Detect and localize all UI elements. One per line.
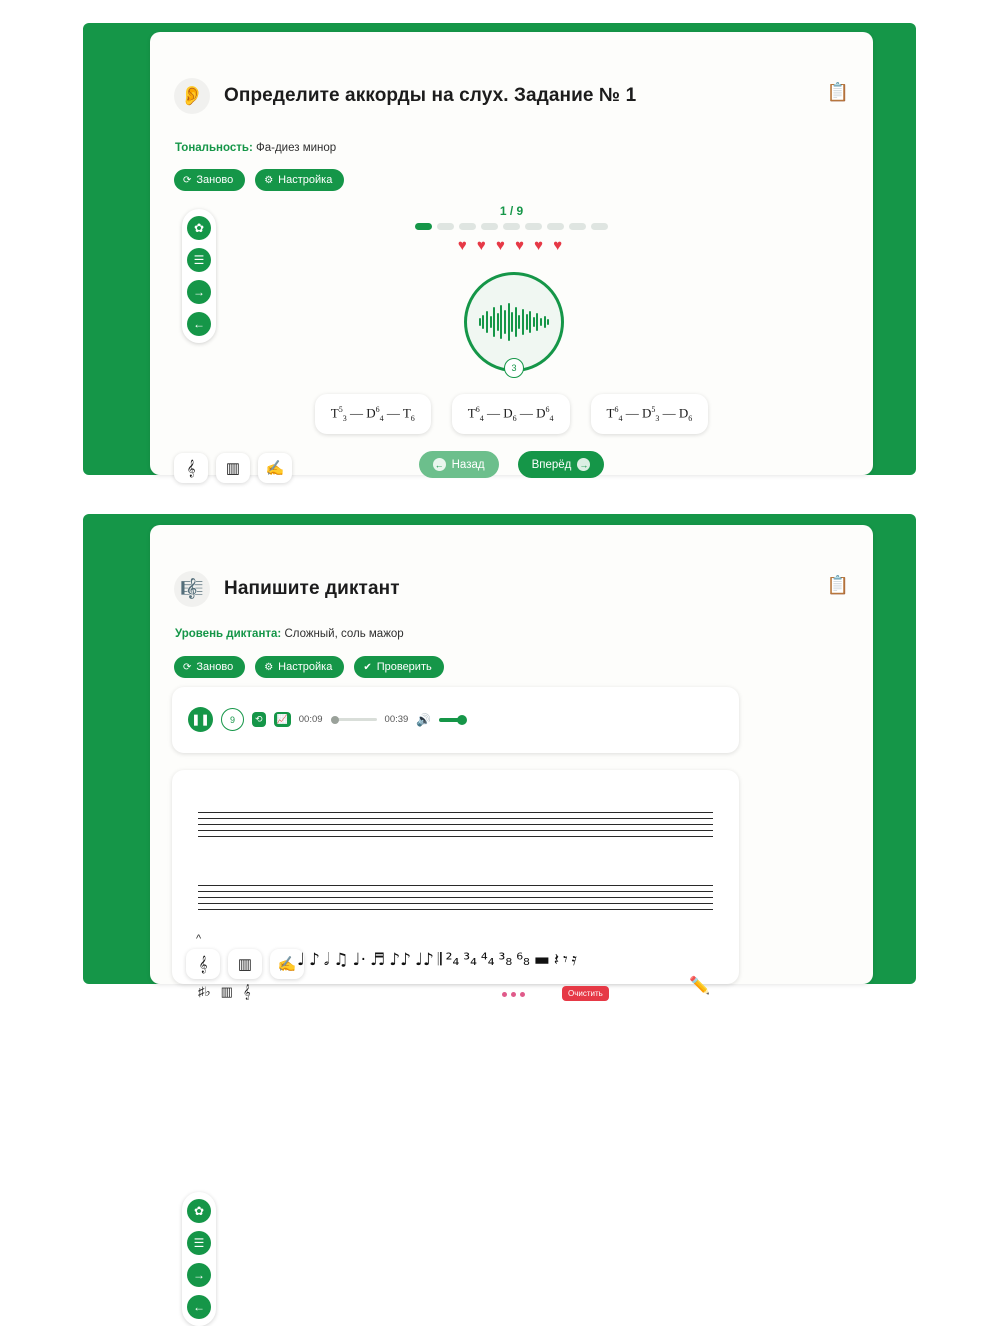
left-tool-rail-top xyxy=(182,209,216,343)
note-dotted-icon[interactable]: ♩· xyxy=(352,950,366,970)
scroll-indicator-bottom[interactable] xyxy=(984,1186,994,1324)
level-value: Сложный, соль мажор xyxy=(281,628,404,640)
chords-task-card xyxy=(150,32,873,475)
scroll-dot xyxy=(987,216,992,221)
progress-segment xyxy=(437,223,454,230)
rail-gear-icon[interactable]: ✿ xyxy=(187,216,211,240)
hand-icon[interactable]: ✍ xyxy=(258,453,292,483)
rest-quarter-icon[interactable]: 𝄽 xyxy=(553,950,560,970)
note-group-icon[interactable]: ♪♪ xyxy=(389,950,411,970)
scroll-dot-active xyxy=(985,1290,993,1298)
left-tool-rail-bottom xyxy=(182,1192,216,1326)
lives-hearts: ♥ ♥ ♥ ♥ ♥ ♥ xyxy=(457,237,566,254)
dictation-task-card xyxy=(150,525,873,999)
progress-segment xyxy=(459,223,476,230)
chords-header xyxy=(174,78,636,114)
settings-label: Настройка xyxy=(278,174,333,186)
scroll-dot xyxy=(987,1277,992,1282)
tempo-icon[interactable]: 📈 xyxy=(274,712,291,727)
clear-button[interactable]: Очистить xyxy=(562,986,609,1001)
scroll-dot xyxy=(987,242,992,247)
repeat-count-button[interactable]: 9 xyxy=(221,708,244,731)
progress-segment xyxy=(481,223,498,230)
progress-segment xyxy=(547,223,564,230)
page-title: Определите аккорды на слух. Задание № 1 xyxy=(224,85,637,106)
check-label: Проверить xyxy=(376,661,432,673)
progress-segment xyxy=(591,223,608,230)
answer-option[interactable]: $T^6_4$ — $D_6$ — $D^6_4$ xyxy=(452,394,570,434)
notation-sheet-panel[interactable] xyxy=(172,770,739,999)
rest-eighth-icon[interactable]: 𝄾 xyxy=(563,950,568,970)
loop-icon[interactable]: ⟲ xyxy=(252,712,266,727)
hand-icon[interactable]: ✍ xyxy=(270,949,304,979)
time-sig-3-8-icon[interactable]: ³₈ xyxy=(498,950,513,970)
piano-keys-icon[interactable]: ▥ xyxy=(216,453,250,483)
scroll-dot xyxy=(987,310,992,315)
dot-marker xyxy=(502,992,507,997)
note-triplet-icon[interactable]: ♩♪ xyxy=(414,950,434,970)
note-half-icon[interactable]: 𝅗𝅥 xyxy=(323,950,330,970)
clef-icon[interactable]: 𝄞 xyxy=(242,984,251,999)
progress-segments xyxy=(150,223,873,230)
restart-label: Заново xyxy=(196,661,234,673)
scroll-dot xyxy=(987,336,992,341)
clipboard-icon[interactable]: 📋 xyxy=(826,82,849,102)
arrow-left-icon: ← xyxy=(434,459,444,470)
progress-segment xyxy=(503,223,520,230)
progress-segment xyxy=(415,223,432,230)
dictation-action-buttons xyxy=(174,656,444,678)
volume-icon[interactable]: 🔊 xyxy=(416,712,432,727)
answer-option[interactable]: $T^6_4$ — $D^5_3$ — $D_6$ xyxy=(591,394,709,434)
arrow-right-icon: → xyxy=(579,459,589,470)
play-count-badge: 3 xyxy=(504,358,524,378)
scroll-dot xyxy=(987,1212,992,1217)
accidental-tools xyxy=(198,984,251,1000)
rail-arrow-left-icon[interactable]: ← xyxy=(187,1295,211,1319)
scroll-dot xyxy=(987,323,992,328)
time-sig-2-4-icon[interactable]: ²₄ xyxy=(445,950,460,970)
music-tool-chips xyxy=(174,453,292,483)
scroll-dot xyxy=(987,203,992,208)
scroll-dot xyxy=(987,255,992,260)
dot-marker xyxy=(520,992,525,997)
dictation-header xyxy=(174,571,400,607)
rail-arrow-right-icon[interactable]: → xyxy=(187,280,211,304)
volume-slider[interactable] xyxy=(439,718,465,722)
dot-marker xyxy=(511,992,516,997)
scroll-dot xyxy=(987,1238,992,1243)
rail-gear-icon[interactable]: ✿ xyxy=(187,1199,211,1223)
scroll-dot xyxy=(987,229,992,234)
scroll-indicator-top[interactable] xyxy=(984,203,994,341)
forward-button[interactable] xyxy=(518,451,605,478)
settings-button[interactable] xyxy=(255,169,344,191)
dictation-music-tools xyxy=(186,949,304,979)
rail-arrow-right-icon[interactable]: → xyxy=(187,1263,211,1287)
chords-task-window xyxy=(83,23,916,475)
note-quarter-icon[interactable]: ♩ xyxy=(297,950,306,970)
dot-markers xyxy=(502,992,525,997)
progress-counter: 1 / 9 xyxy=(499,204,524,218)
treble-clef-icon[interactable]: 𝄞 xyxy=(186,949,220,979)
note-beamed-icon[interactable]: ♫ xyxy=(333,950,349,970)
rail-list-icon[interactable]: ☰ xyxy=(187,1231,211,1255)
time-sig-6-8-icon[interactable]: ⁶₈ xyxy=(516,950,530,970)
play-audio-button[interactable] xyxy=(464,272,564,372)
progress-area xyxy=(150,204,873,230)
time-sig-4-4-icon[interactable]: ⁴₄ xyxy=(480,950,495,970)
check-button[interactable] xyxy=(354,656,443,678)
piano-keys-icon[interactable]: ▥ xyxy=(228,949,262,979)
tonality-line xyxy=(175,142,336,154)
volume-handle[interactable] xyxy=(457,715,467,725)
page-title-dictation: Напишите диктант xyxy=(224,578,400,599)
rail-arrow-left-icon[interactable]: ← xyxy=(187,312,211,336)
scroll-dot xyxy=(987,1186,992,1191)
forward-label: Вперёд xyxy=(531,458,572,471)
check-icon: ✔ xyxy=(363,661,372,673)
time-sig-3-4-icon[interactable]: ³₄ xyxy=(463,950,477,970)
accidental-sharp-flat-icon[interactable]: ♯♭ xyxy=(198,984,211,999)
gear-icon: ⚙ xyxy=(264,174,274,186)
ear-icon: 👂 xyxy=(174,78,210,114)
audio-player-controls xyxy=(188,707,465,732)
settings-label: Настройка xyxy=(278,661,333,673)
notation-palette xyxy=(296,950,578,970)
time-total: 00:39 xyxy=(384,714,409,725)
gear-icon: ⚙ xyxy=(264,661,274,673)
settings-button[interactable] xyxy=(255,656,344,678)
pause-icon[interactable]: ❚❚ xyxy=(188,707,213,732)
scroll-dot xyxy=(987,1225,992,1230)
back-button[interactable] xyxy=(419,451,499,478)
dictation-task-window xyxy=(83,514,916,1314)
scroll-dot xyxy=(987,1319,992,1324)
level-label: Уровень диктанта: xyxy=(175,628,282,640)
scroll-dot xyxy=(987,297,992,302)
scroll-dot xyxy=(987,1251,992,1256)
scroll-dot xyxy=(987,1306,992,1311)
time-current: 00:09 xyxy=(298,714,323,725)
rest-sixteenth-icon[interactable]: 𝄿 xyxy=(571,950,577,970)
caret-up-icon[interactable]: ^ xyxy=(196,933,202,945)
restart-button[interactable] xyxy=(174,169,245,191)
restart-button[interactable] xyxy=(174,656,245,678)
clipboard-icon[interactable]: 📋 xyxy=(826,575,849,595)
progress-segment xyxy=(525,223,542,230)
dictation-level-line xyxy=(175,628,404,640)
note-eighth-icon[interactable]: ♪ xyxy=(309,950,320,970)
tonality-label: Тональность: xyxy=(175,142,253,154)
answer-option[interactable]: $T^5_3$ — $D^6_4$ — $T_6$ xyxy=(315,394,431,434)
rest-whole-icon[interactable]: ▬ xyxy=(533,950,550,970)
answer-options xyxy=(150,394,873,434)
barline-icon[interactable]: 𝄂 xyxy=(437,950,442,970)
progress-segment xyxy=(569,223,586,230)
seek-handle[interactable] xyxy=(331,716,339,724)
back-label: Назад xyxy=(451,458,485,471)
scroll-dot xyxy=(987,1199,992,1204)
grid-icon[interactable]: ▥ xyxy=(220,984,233,999)
pencil-note-icon: 🎼 xyxy=(174,571,210,607)
tonality-value: Фа-диез минор xyxy=(252,142,337,154)
pencil-icon[interactable]: ✏️ xyxy=(689,976,711,995)
restart-label: Заново xyxy=(196,174,234,186)
scroll-dot-active xyxy=(985,281,993,289)
treble-clef-icon[interactable]: 𝄞 xyxy=(174,453,208,483)
reset-icon: ⟳ xyxy=(183,174,192,186)
chords-action-buttons xyxy=(174,169,344,191)
scroll-dot xyxy=(987,1264,992,1269)
seek-slider[interactable] xyxy=(331,718,377,721)
rail-list-icon[interactable]: ☰ xyxy=(187,248,211,272)
reset-icon: ⟳ xyxy=(183,661,192,673)
waveform-icon xyxy=(479,302,549,342)
scroll-dot xyxy=(987,268,992,273)
note-sixteenth-icon[interactable]: ♬ xyxy=(369,950,386,970)
